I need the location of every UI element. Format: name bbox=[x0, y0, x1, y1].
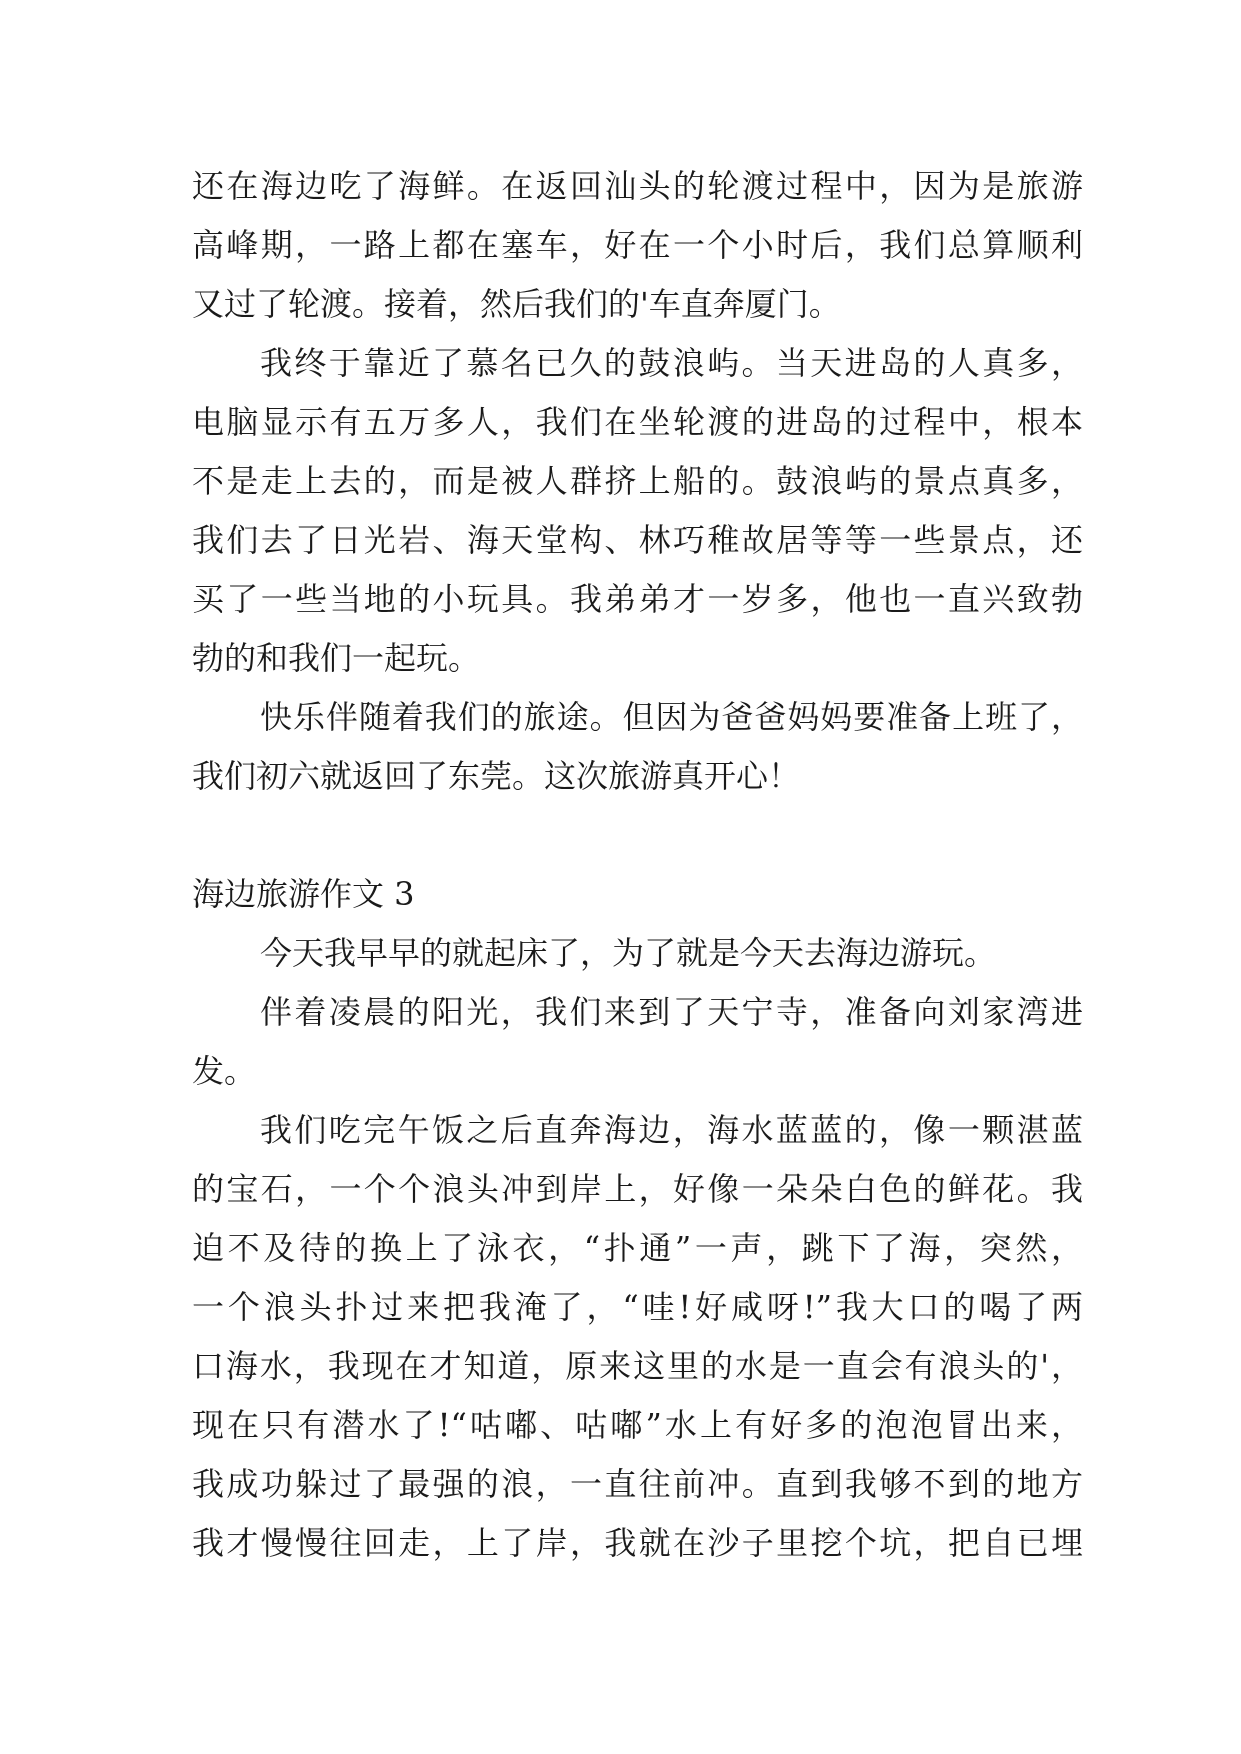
paragraph bbox=[192, 983, 1083, 1101]
text-line: 还在海边吃了海鲜。在返回汕头的轮渡过程中，因为是旅游 bbox=[192, 167, 1083, 205]
paragraph bbox=[192, 1101, 1083, 1573]
paragraph bbox=[192, 334, 1083, 688]
text-line: 迫不及待的换上了泳衣，“扑通”一声，跳下了海，突然， bbox=[192, 1229, 1083, 1267]
text-line: 勃的和我们一起玩。 bbox=[192, 639, 481, 677]
text-line: 电脑显示有五万多人，我们在坐轮渡的进岛的过程中，根本 bbox=[192, 403, 1083, 441]
text-line: 我们初六就返回了东莞。这次旅游真开心！ bbox=[192, 757, 801, 795]
text-line: 我成功躲过了最强的浪，一直往前冲。直到我够不到的地方 bbox=[192, 1465, 1083, 1503]
text-line: 我终于靠近了慕名已久的鼓浪屿。当天进岛的人真多， bbox=[260, 344, 1083, 382]
text-line: 口海水，我现在才知道，原来这里的水是一直会有浪头的'， bbox=[192, 1347, 1083, 1385]
text-line: 现在只有潜水了!“咕嘟、咕嘟”水上有好多的泡泡冒出来， bbox=[192, 1406, 1083, 1444]
section-heading: 海边旅游作文 3 bbox=[192, 875, 415, 913]
paragraph bbox=[192, 157, 1083, 334]
text-line: 快乐伴随着我们的旅途。但因为爸爸妈妈要准备上班了， bbox=[260, 698, 1083, 736]
text-line: 不是走上去的，而是被人群挤上船的。鼓浪屿的景点真多， bbox=[192, 462, 1083, 500]
text-line: 高峰期，一路上都在塞车，好在一个小时后，我们总算顺利 bbox=[192, 226, 1083, 264]
text-line: 一个浪头扑过来把我淹了，“哇!好咸呀!”我大口的喝了两 bbox=[192, 1288, 1083, 1326]
text-line: 我们吃完午饭之后直奔海边，海水蓝蓝的，像一颗湛蓝 bbox=[260, 1111, 1083, 1149]
paragraph bbox=[192, 924, 1083, 983]
text-line: 伴着凌晨的阳光，我们来到了天宁寺，准备向刘家湾进 bbox=[260, 993, 1083, 1031]
document-body bbox=[192, 157, 1083, 1573]
text-line: 的宝石，一个个浪头冲到岸上，好像一朵朵白色的鲜花。我 bbox=[192, 1170, 1083, 1208]
paragraph bbox=[192, 688, 1083, 806]
text-line: 我才慢慢往回走，上了岸，我就在沙子里挖个坑，把自已埋 bbox=[192, 1524, 1083, 1562]
text-line: 今天我早早的就起床了，为了就是今天去海边游玩。 bbox=[260, 934, 997, 972]
text-line: 我们去了日光岩、海天堂构、林巧稚故居等等一些景点，还 bbox=[192, 521, 1083, 559]
text-line: 又过了轮渡。接着，然后我们的'车直奔厦门。 bbox=[192, 285, 841, 323]
text-line: 发。 bbox=[192, 1052, 257, 1090]
text-line: 买了一些当地的小玩具。我弟弟才一岁多，他也一直兴致勃 bbox=[192, 580, 1083, 618]
